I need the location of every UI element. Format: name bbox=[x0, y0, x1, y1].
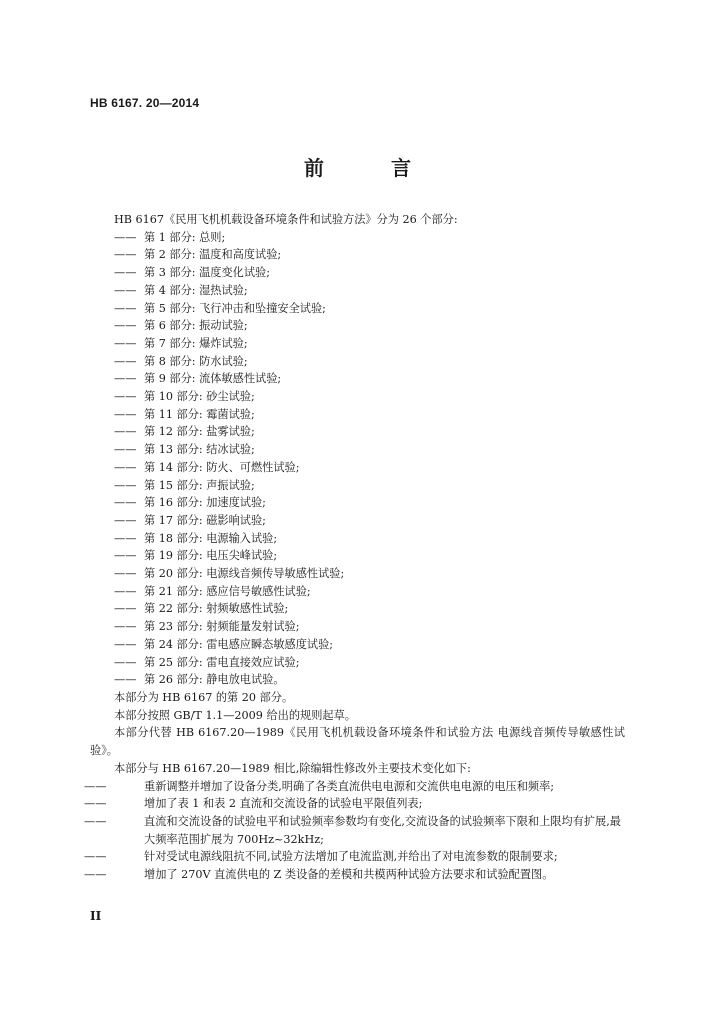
foreword-body bbox=[84, 211, 625, 884]
dash-marker: —— bbox=[114, 531, 137, 545]
list-item-text: 第 16 部分: 加速度试验; bbox=[144, 496, 266, 510]
list-item bbox=[90, 618, 625, 636]
list-item-text: 第 4 部分: 湿热试验; bbox=[144, 283, 248, 297]
dash-marker: —— bbox=[114, 478, 137, 492]
dash-marker: —— bbox=[114, 567, 137, 581]
list-item bbox=[90, 671, 625, 689]
list-item bbox=[90, 317, 625, 335]
list-item-text: 第 7 部分: 爆炸试验; bbox=[144, 336, 248, 350]
dash-marker: —— bbox=[114, 230, 137, 244]
list-item-text: 第 22 部分: 射频敏感性试验; bbox=[144, 602, 289, 616]
list-item bbox=[90, 583, 625, 601]
dash-marker: —— bbox=[114, 513, 137, 527]
list-item-text: 第 11 部分: 霉菌试验; bbox=[144, 407, 255, 421]
list-item bbox=[84, 778, 625, 796]
list-item-text: 第 5 部分: 飞行冲击和坠撞安全试验; bbox=[144, 301, 326, 315]
list-item-text: 第 26 部分: 静电放电试验。 bbox=[144, 673, 285, 687]
dash-marker: —— bbox=[114, 620, 137, 634]
list-item-text: 第 13 部分: 结冰试验; bbox=[144, 443, 255, 457]
list-item bbox=[84, 848, 625, 866]
list-item bbox=[90, 547, 625, 565]
list-item bbox=[90, 370, 625, 388]
list-item-text: 第 23 部分: 射频能量发射试验; bbox=[144, 620, 300, 634]
list-item-text: 第 20 部分: 电源线音频传导敏感性试验; bbox=[144, 567, 345, 581]
dash-marker: —— bbox=[114, 266, 137, 280]
paragraph-replaces: 本部分代替 HB 6167.20—1989《民用飞机机载设备环境条件和试验方法 电源线音频传导敏感性试验》。 bbox=[90, 726, 625, 758]
dash-marker: —— bbox=[114, 390, 137, 404]
list-item-text: 第 3 部分: 温度变化试验; bbox=[144, 266, 271, 280]
dash-marker: —— bbox=[114, 336, 137, 350]
list-item-text: 第 19 部分: 电压尖峰试验; bbox=[144, 549, 278, 563]
list-item-text: 增加了表 1 和表 2 直流和交流设备的试验电平限值列表; bbox=[144, 797, 423, 811]
list-item-text: 第 14 部分: 防火、可燃性试验; bbox=[144, 460, 300, 474]
list-item bbox=[84, 795, 625, 813]
paragraph-drafting-rules: 本部分按照 GB/T 1.1—2009 给出的规则起草。 bbox=[114, 708, 356, 722]
list-item-text: 增加了 270V 直流供电的 Z 类设备的差模和共模两种试验方法要求和试验配置图。 bbox=[144, 868, 554, 882]
list-item-text: 第 6 部分: 振动试验; bbox=[144, 319, 248, 333]
list-item-text: 第 2 部分: 温度和高度试验; bbox=[144, 248, 282, 262]
dash-marker: —— bbox=[114, 443, 137, 457]
list-item bbox=[90, 441, 625, 459]
dash-marker: —— bbox=[114, 655, 137, 669]
page-title: 前 言 bbox=[304, 156, 441, 180]
list-item-text: 第 12 部分: 盐雾试验; bbox=[144, 425, 255, 439]
list-item bbox=[90, 600, 625, 618]
list-item bbox=[90, 530, 625, 548]
dash-marker: —— bbox=[114, 460, 137, 474]
dash-marker: —— bbox=[114, 319, 137, 333]
list-item-text: 第 17 部分: 磁影响试验; bbox=[144, 513, 266, 527]
list-item bbox=[90, 246, 625, 264]
list-item bbox=[90, 264, 625, 282]
dash-marker: —— bbox=[114, 496, 137, 510]
dash-marker: —— bbox=[84, 779, 107, 793]
list-item bbox=[90, 636, 625, 654]
dash-marker: —— bbox=[114, 549, 137, 563]
list-item-text: 第 10 部分: 砂尘试验; bbox=[144, 390, 255, 404]
changes-list bbox=[84, 778, 625, 884]
list-item bbox=[90, 423, 625, 441]
list-item bbox=[90, 565, 625, 583]
intro-paragraph: HB 6167《民用飞机机载设备环境条件和试验方法》分为 26 个部分: bbox=[114, 213, 458, 226]
list-item bbox=[90, 353, 625, 371]
list-item bbox=[90, 459, 625, 477]
list-item-text: 第 25 部分: 雷电直接效应试验; bbox=[144, 655, 300, 669]
list-item bbox=[84, 813, 625, 848]
list-item-text: 直流和交流设备的试验电平和试验频率参数均有变化,交流设备的试验频率下限和上限均有扩展,最大频率范围扩展为 700Hz~32kHz; bbox=[144, 814, 621, 846]
list-item bbox=[90, 229, 625, 247]
list-item bbox=[90, 388, 625, 406]
paragraph-changes-intro: 本部分与 HB 6167.20—1989 相比,除编辑性修改外主要技术变化如下: bbox=[114, 761, 471, 775]
list-item-text: 第 9 部分: 流体敏感性试验; bbox=[144, 372, 282, 386]
dash-marker: —— bbox=[84, 850, 107, 864]
dash-marker: —— bbox=[114, 673, 137, 687]
list-item bbox=[90, 512, 625, 530]
dash-marker: —— bbox=[114, 301, 137, 315]
dash-marker: —— bbox=[84, 797, 107, 811]
list-item bbox=[90, 654, 625, 672]
list-item bbox=[90, 494, 625, 512]
dash-marker: —— bbox=[114, 584, 137, 598]
dash-marker: —— bbox=[114, 602, 137, 616]
dash-marker: —— bbox=[114, 425, 137, 439]
list-item bbox=[90, 477, 625, 495]
dash-marker: —— bbox=[114, 407, 137, 421]
list-item-text: 重新调整并增加了设备分类,明确了各类直流供电电源和交流供电电源的电压和频率; bbox=[144, 779, 555, 793]
dash-marker: —— bbox=[114, 637, 137, 651]
dash-marker: —— bbox=[84, 814, 107, 828]
parts-list bbox=[90, 229, 625, 689]
page-number: II bbox=[90, 909, 102, 923]
dash-marker: —— bbox=[114, 248, 137, 262]
list-item-text: 第 8 部分: 防水试验; bbox=[144, 354, 248, 368]
list-item bbox=[90, 300, 625, 318]
list-item-text: 第 15 部分: 声振试验; bbox=[144, 478, 255, 492]
list-item bbox=[90, 282, 625, 300]
list-item-text: 第 24 部分: 雷电感应瞬态敏感度试验; bbox=[144, 637, 334, 651]
list-item-text: 第 21 部分: 感应信号敏感性试验; bbox=[144, 584, 311, 598]
list-item-text: 第 18 部分: 电源输入试验; bbox=[144, 531, 278, 545]
list-item bbox=[90, 335, 625, 353]
list-item-text: 针对受试电源线阻抗不同,试验方法增加了电流监测,并给出了对电流参数的限制要求; bbox=[144, 850, 558, 864]
paragraph-part-of: 本部分为 HB 6167 的第 20 部分。 bbox=[114, 690, 294, 704]
list-item bbox=[84, 866, 625, 884]
dash-marker: —— bbox=[84, 868, 107, 882]
dash-marker: —— bbox=[114, 372, 137, 386]
dash-marker: —— bbox=[114, 283, 137, 297]
dash-marker: —— bbox=[114, 354, 137, 368]
list-item bbox=[90, 406, 625, 424]
document-code: HB 6167. 20—2014 bbox=[90, 96, 200, 110]
list-item-text: 第 1 部分: 总则; bbox=[144, 230, 226, 244]
